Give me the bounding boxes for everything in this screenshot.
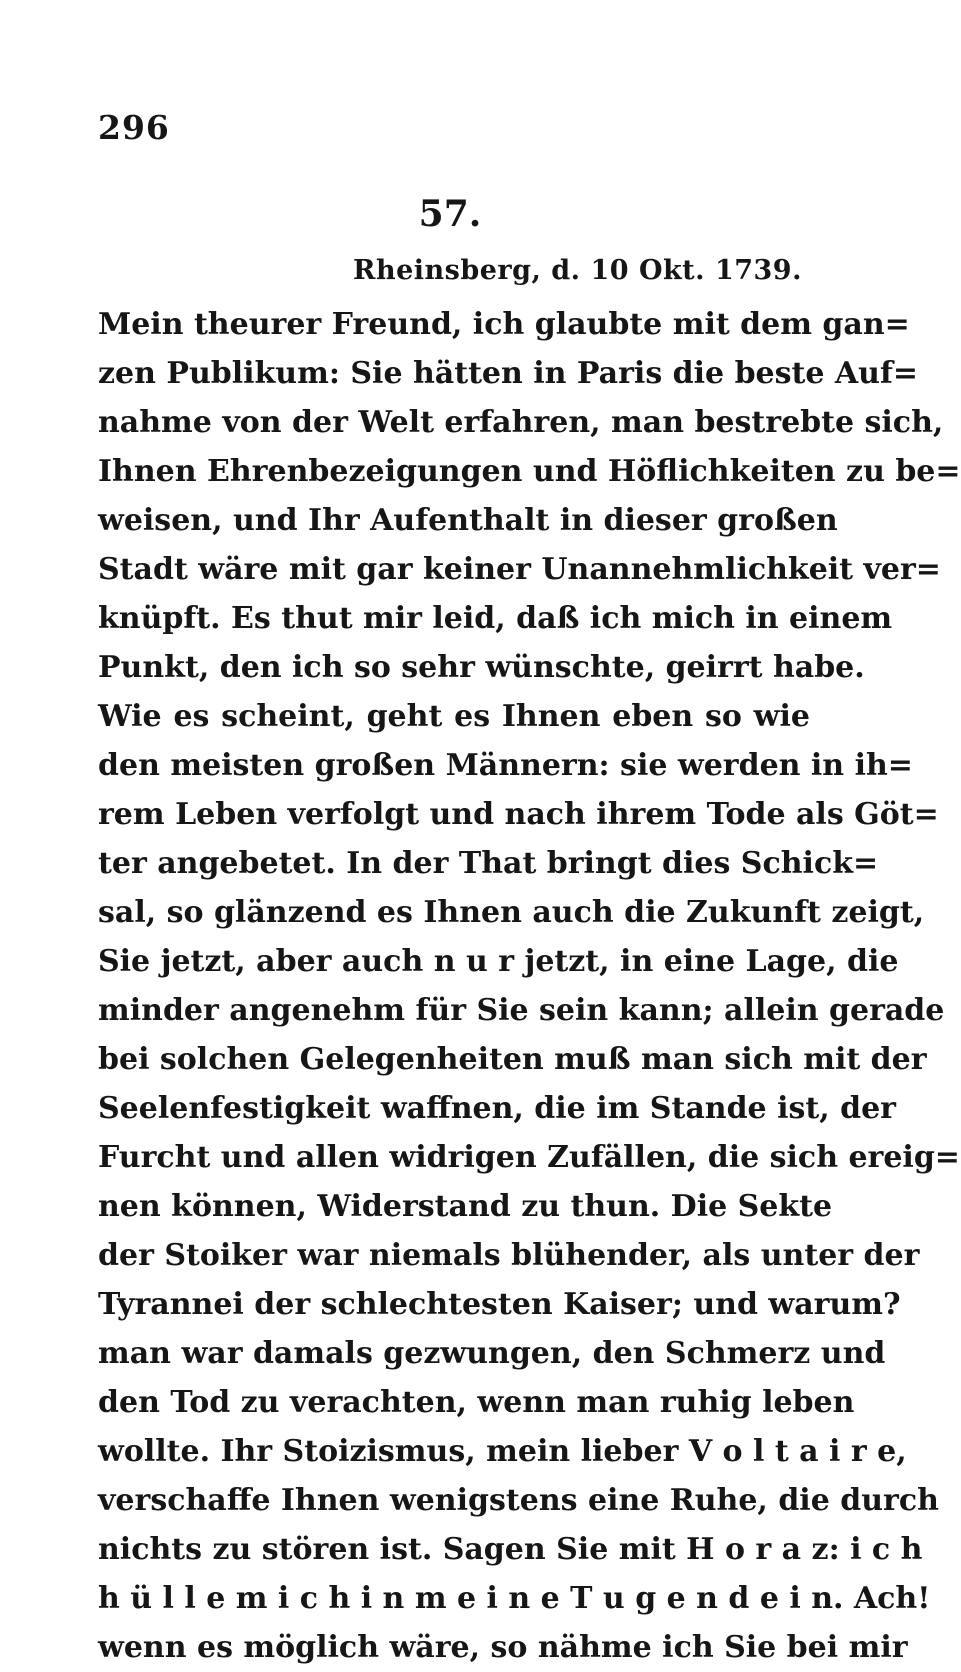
text-line: sal, so glänzend es Ihnen auch die Zukunft zeigt, xyxy=(98,895,925,930)
text-line: Wie es scheint, geht es Ihnen eben so wie xyxy=(98,699,810,734)
letter-number: 57. xyxy=(418,193,482,235)
text-line: Mein theurer Freund, ich glaubte mit dem gan= xyxy=(98,307,910,342)
text-line: minder angenehm für Sie sein kann; allein gerade xyxy=(98,993,945,1028)
text-line: den meisten großen Männern: sie werden in ih= xyxy=(98,748,913,783)
text-line: rem Leben verfolgt und nach ihrem Tode als Göt= xyxy=(98,797,939,832)
letter-body xyxy=(98,300,961,1672)
text-line: h ü l l e m i c h i n m e i n e T u g e n d e i n. Ach! xyxy=(98,1581,931,1616)
text-line: zen Publikum: Sie hätten in Paris die beste Auf= xyxy=(98,356,919,391)
text-line: der Stoiker war niemals blühender, als unter der xyxy=(98,1238,920,1273)
text-line: Ihnen Ehrenbezeigungen und Höflichkeiten zu be= xyxy=(98,454,961,489)
text-line: ter angebetet. In der That bringt dies Schick= xyxy=(98,846,879,881)
text-line: Tyrannei der schlechtesten Kaiser; und warum? xyxy=(98,1287,901,1322)
text-line: Sie jetzt, aber auch n u r jetzt, in eine Lage, die xyxy=(98,944,899,979)
text-line: bei solchen Gelegenheiten muß man sich mit der xyxy=(98,1042,927,1077)
text-line: knüpft. Es thut mir leid, daß ich mich in einem xyxy=(98,601,893,636)
text-line: den Tod zu verachten, wenn man ruhig leben xyxy=(98,1385,855,1420)
dateline: Rheinsberg, d. 10 Okt. 1739. xyxy=(353,255,802,286)
text-line: Seelenfestigkeit waffnen, die im Stande ist, der xyxy=(98,1091,896,1126)
text-line: wenn es möglich wäre, so nähme ich Sie bei mir xyxy=(98,1630,908,1665)
text-line: weisen, und Ihr Aufenthalt in dieser großen xyxy=(98,503,838,538)
text-line: Punkt, den ich so sehr wünschte, geirrt habe. xyxy=(98,650,865,685)
text-line: Stadt wäre mit gar keiner Unannehmlichkeit ver= xyxy=(98,552,941,587)
text-line: nen können, Widerstand zu thun. Die Sekte xyxy=(98,1189,833,1224)
text-line: man war damals gezwungen, den Schmerz und xyxy=(98,1336,886,1371)
page-number: 296 xyxy=(98,108,170,147)
text-line: verschaffe Ihnen wenigstens eine Ruhe, die durch xyxy=(98,1483,939,1518)
text-line: Furcht und allen widrigen Zufällen, die sich ereig= xyxy=(98,1140,960,1175)
text-line: nahme von der Welt erfahren, man bestrebte sich, xyxy=(98,405,944,440)
text-line: wollte. Ihr Stoizismus, mein lieber V o l t a i r e, xyxy=(98,1434,907,1469)
text-line: nichts zu stören ist. Sagen Sie mit H o r a z: i c h xyxy=(98,1532,923,1567)
